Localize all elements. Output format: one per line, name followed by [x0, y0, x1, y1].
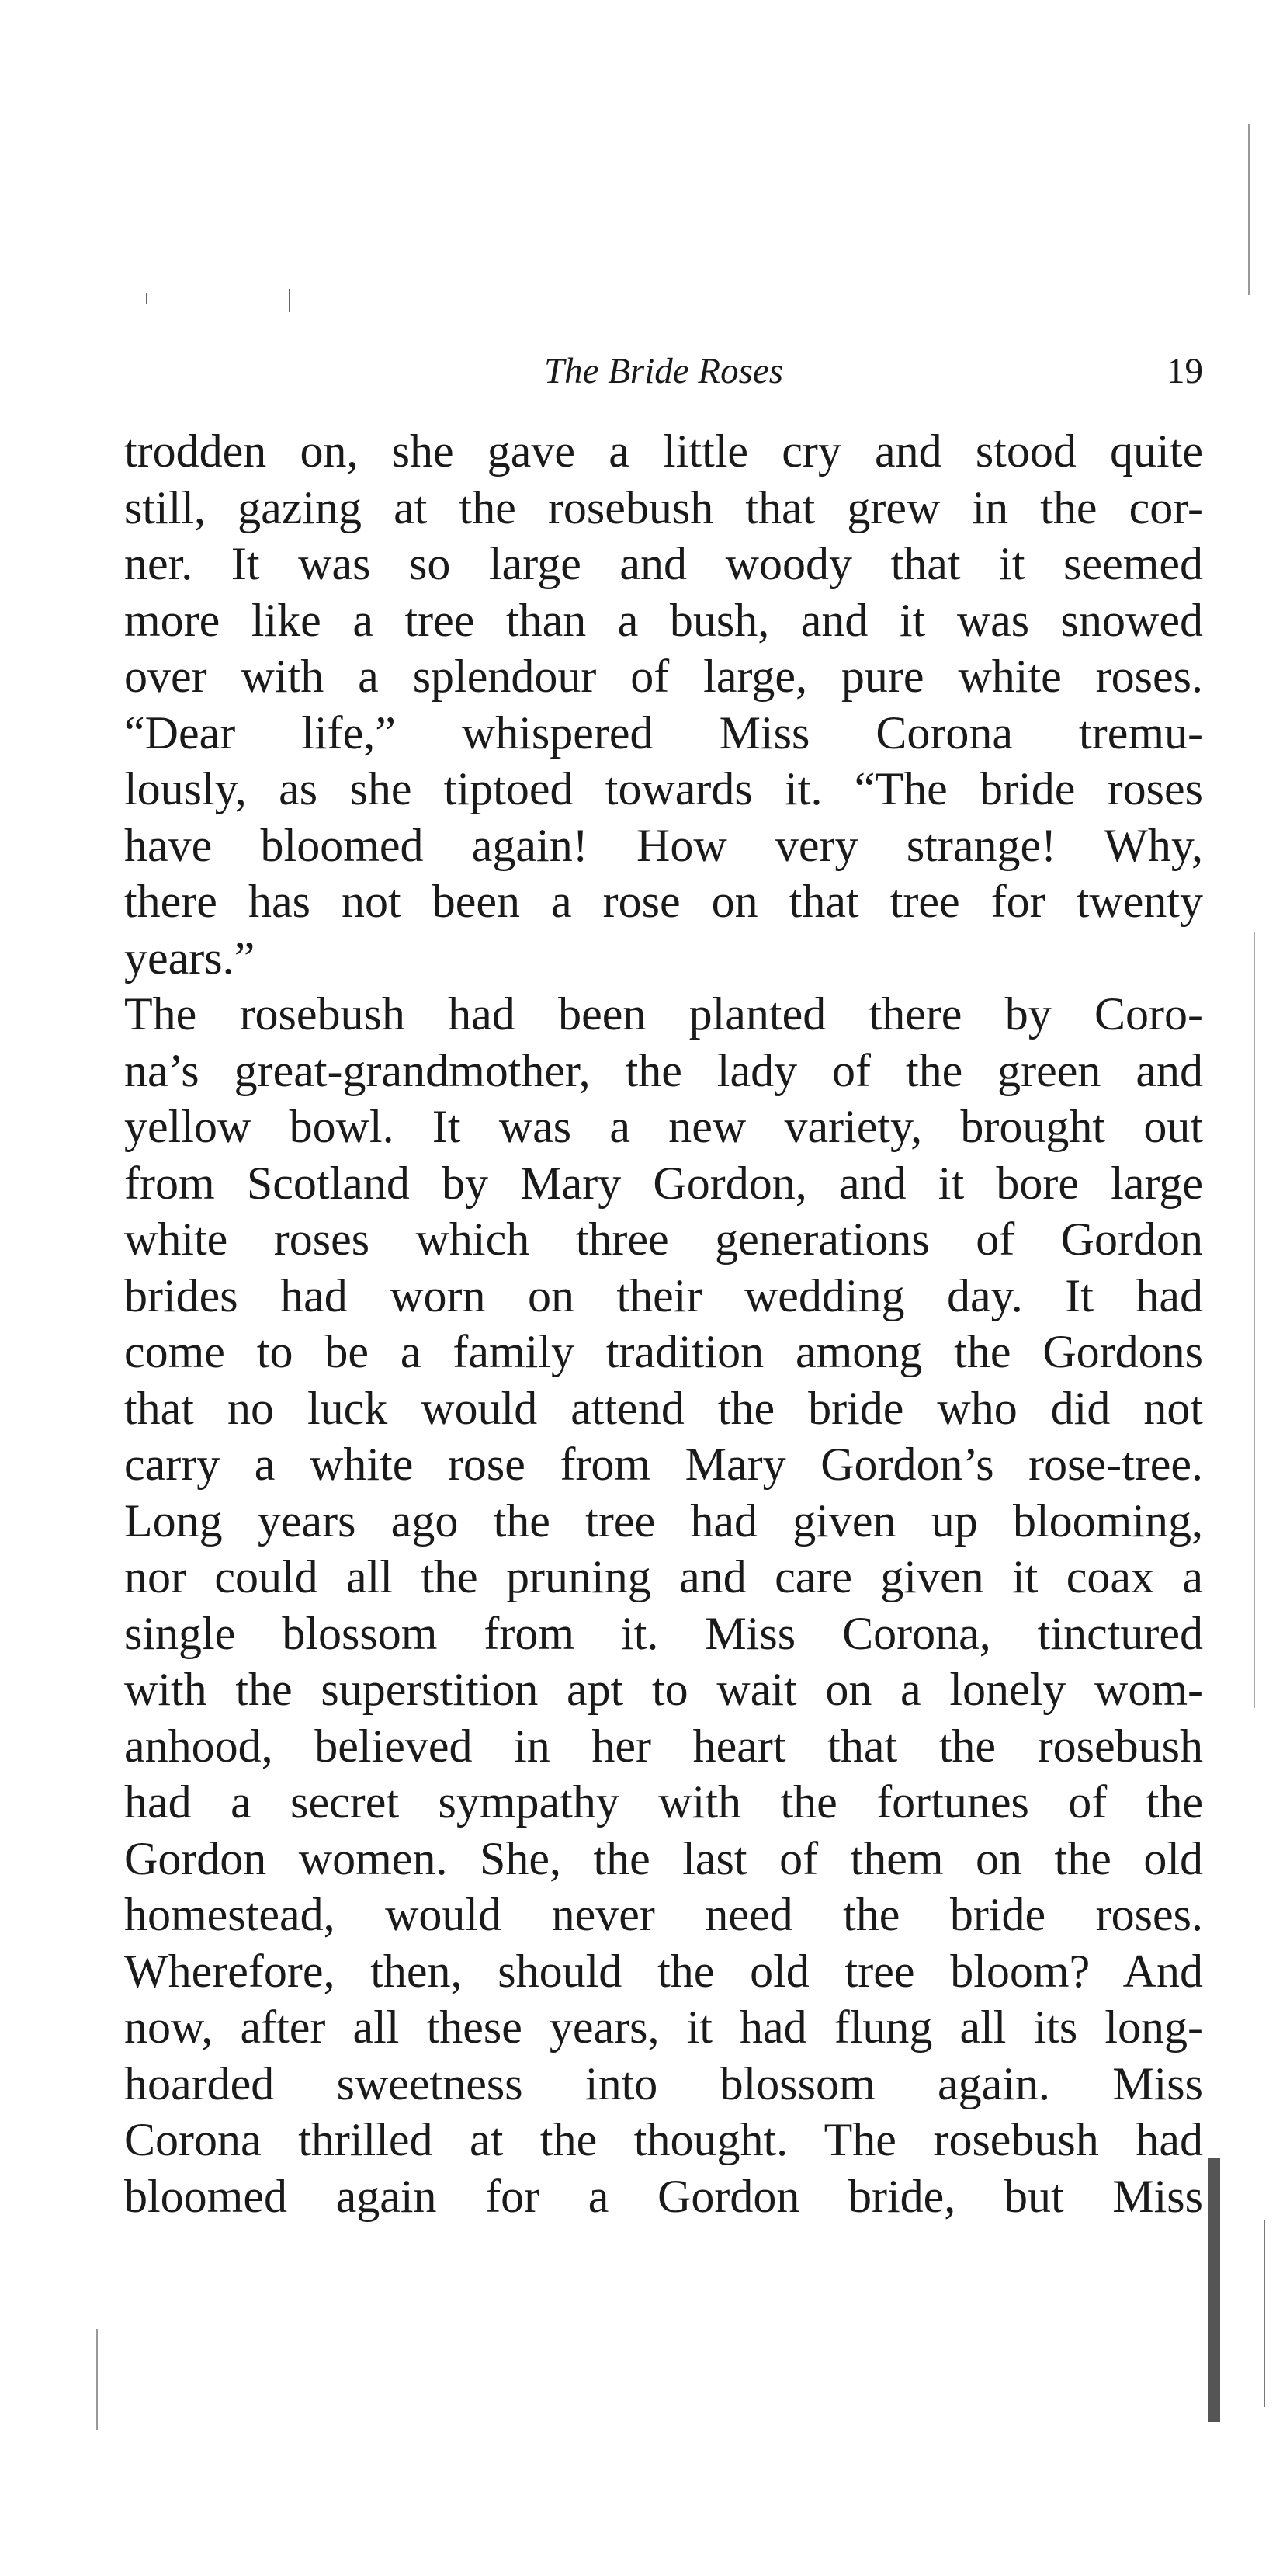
text-line: from Scotland by Mary Gordon, and it bore large: [124, 1157, 1203, 1209]
scan-mark: [1248, 124, 1250, 295]
body-text: [124, 423, 1203, 2224]
text-line: there has not been a rose on that tree for twenty: [124, 876, 1203, 927]
text-line: nor could all the pruning and care given it coax a: [124, 1551, 1203, 1602]
text-line: The rosebush had been planted there by Coro-: [124, 988, 1203, 1040]
text-line: years.”: [124, 932, 255, 984]
text-line: anhood, believed in her heart that the rosebush: [124, 1720, 1203, 1772]
text-line: white roses which three generations of Gordon: [124, 1213, 1203, 1265]
text-line: Gordon women. She, the last of them on the old: [124, 1832, 1203, 1884]
text-line: had a secret sympathy with the fortunes of the: [124, 1776, 1203, 1828]
text-line: bloomed again for a Gordon bride, but Miss: [124, 2170, 1203, 2222]
text-line: now, after all these years, it had flung all its long-: [124, 2001, 1203, 2053]
text-line: “Dear life,” whispered Miss Corona tremu-: [124, 706, 1203, 759]
text-line: more like a tree than a bush, and it was snowed: [124, 594, 1203, 646]
text-line: that no luck would attend the bride who did not: [124, 1382, 1203, 1434]
scan-mark: [1254, 932, 1255, 1708]
text-line: still, gazing at the rosebush that grew in the cor-: [124, 481, 1203, 533]
text-line: brides had worn on their wedding day. It had: [124, 1269, 1203, 1321]
running-head: [124, 348, 1203, 394]
text-line: ner. It was so large and woody that it seemed: [124, 538, 1203, 589]
text-line: homestead, would never need the bride roses.: [124, 1889, 1203, 1940]
text-line: yellow bowl. It was a new variety, brought out: [124, 1101, 1203, 1152]
text-line: Corona thrilled at the thought. The rosebush had: [124, 2114, 1203, 2165]
text-line: over with a splendour of large, pure white roses.: [124, 651, 1203, 702]
scan-mark: [1264, 2220, 1265, 2407]
text-line: single blossom from it. Miss Corona, tinctured: [124, 1607, 1203, 1659]
page-number: 19: [1167, 351, 1203, 391]
text-line: with the superstition apt to wait on a lonely wom-: [124, 1664, 1203, 1715]
text-line: Wherefore, then, should the old tree bloom? And: [124, 1945, 1203, 1997]
scan-mark: [1208, 2158, 1220, 2422]
text-line: Long years ago the tree had given up blooming,: [124, 1495, 1203, 1547]
text-line: lously, as she tiptoed towards it. “The bride roses: [124, 763, 1203, 814]
text-line: carry a white rose from Mary Gordon’s rose-tree.: [124, 1439, 1203, 1490]
scan-mark: [96, 2329, 98, 2430]
text-line: trodden on, she gave a little cry and stood quite: [124, 425, 1203, 477]
text-line: na’s great-grandmother, the lady of the green and: [124, 1044, 1203, 1096]
scan-mark: [289, 289, 290, 312]
running-title: The Bride Roses: [543, 351, 784, 391]
text-line: have bloomed again! How very strange! Why,: [124, 819, 1203, 871]
scan-mark: [146, 293, 147, 304]
text-line: hoarded sweetness into blossom again. Miss: [124, 2057, 1203, 2109]
text-line: come to be a family tradition among the Gordons: [124, 1326, 1203, 1377]
